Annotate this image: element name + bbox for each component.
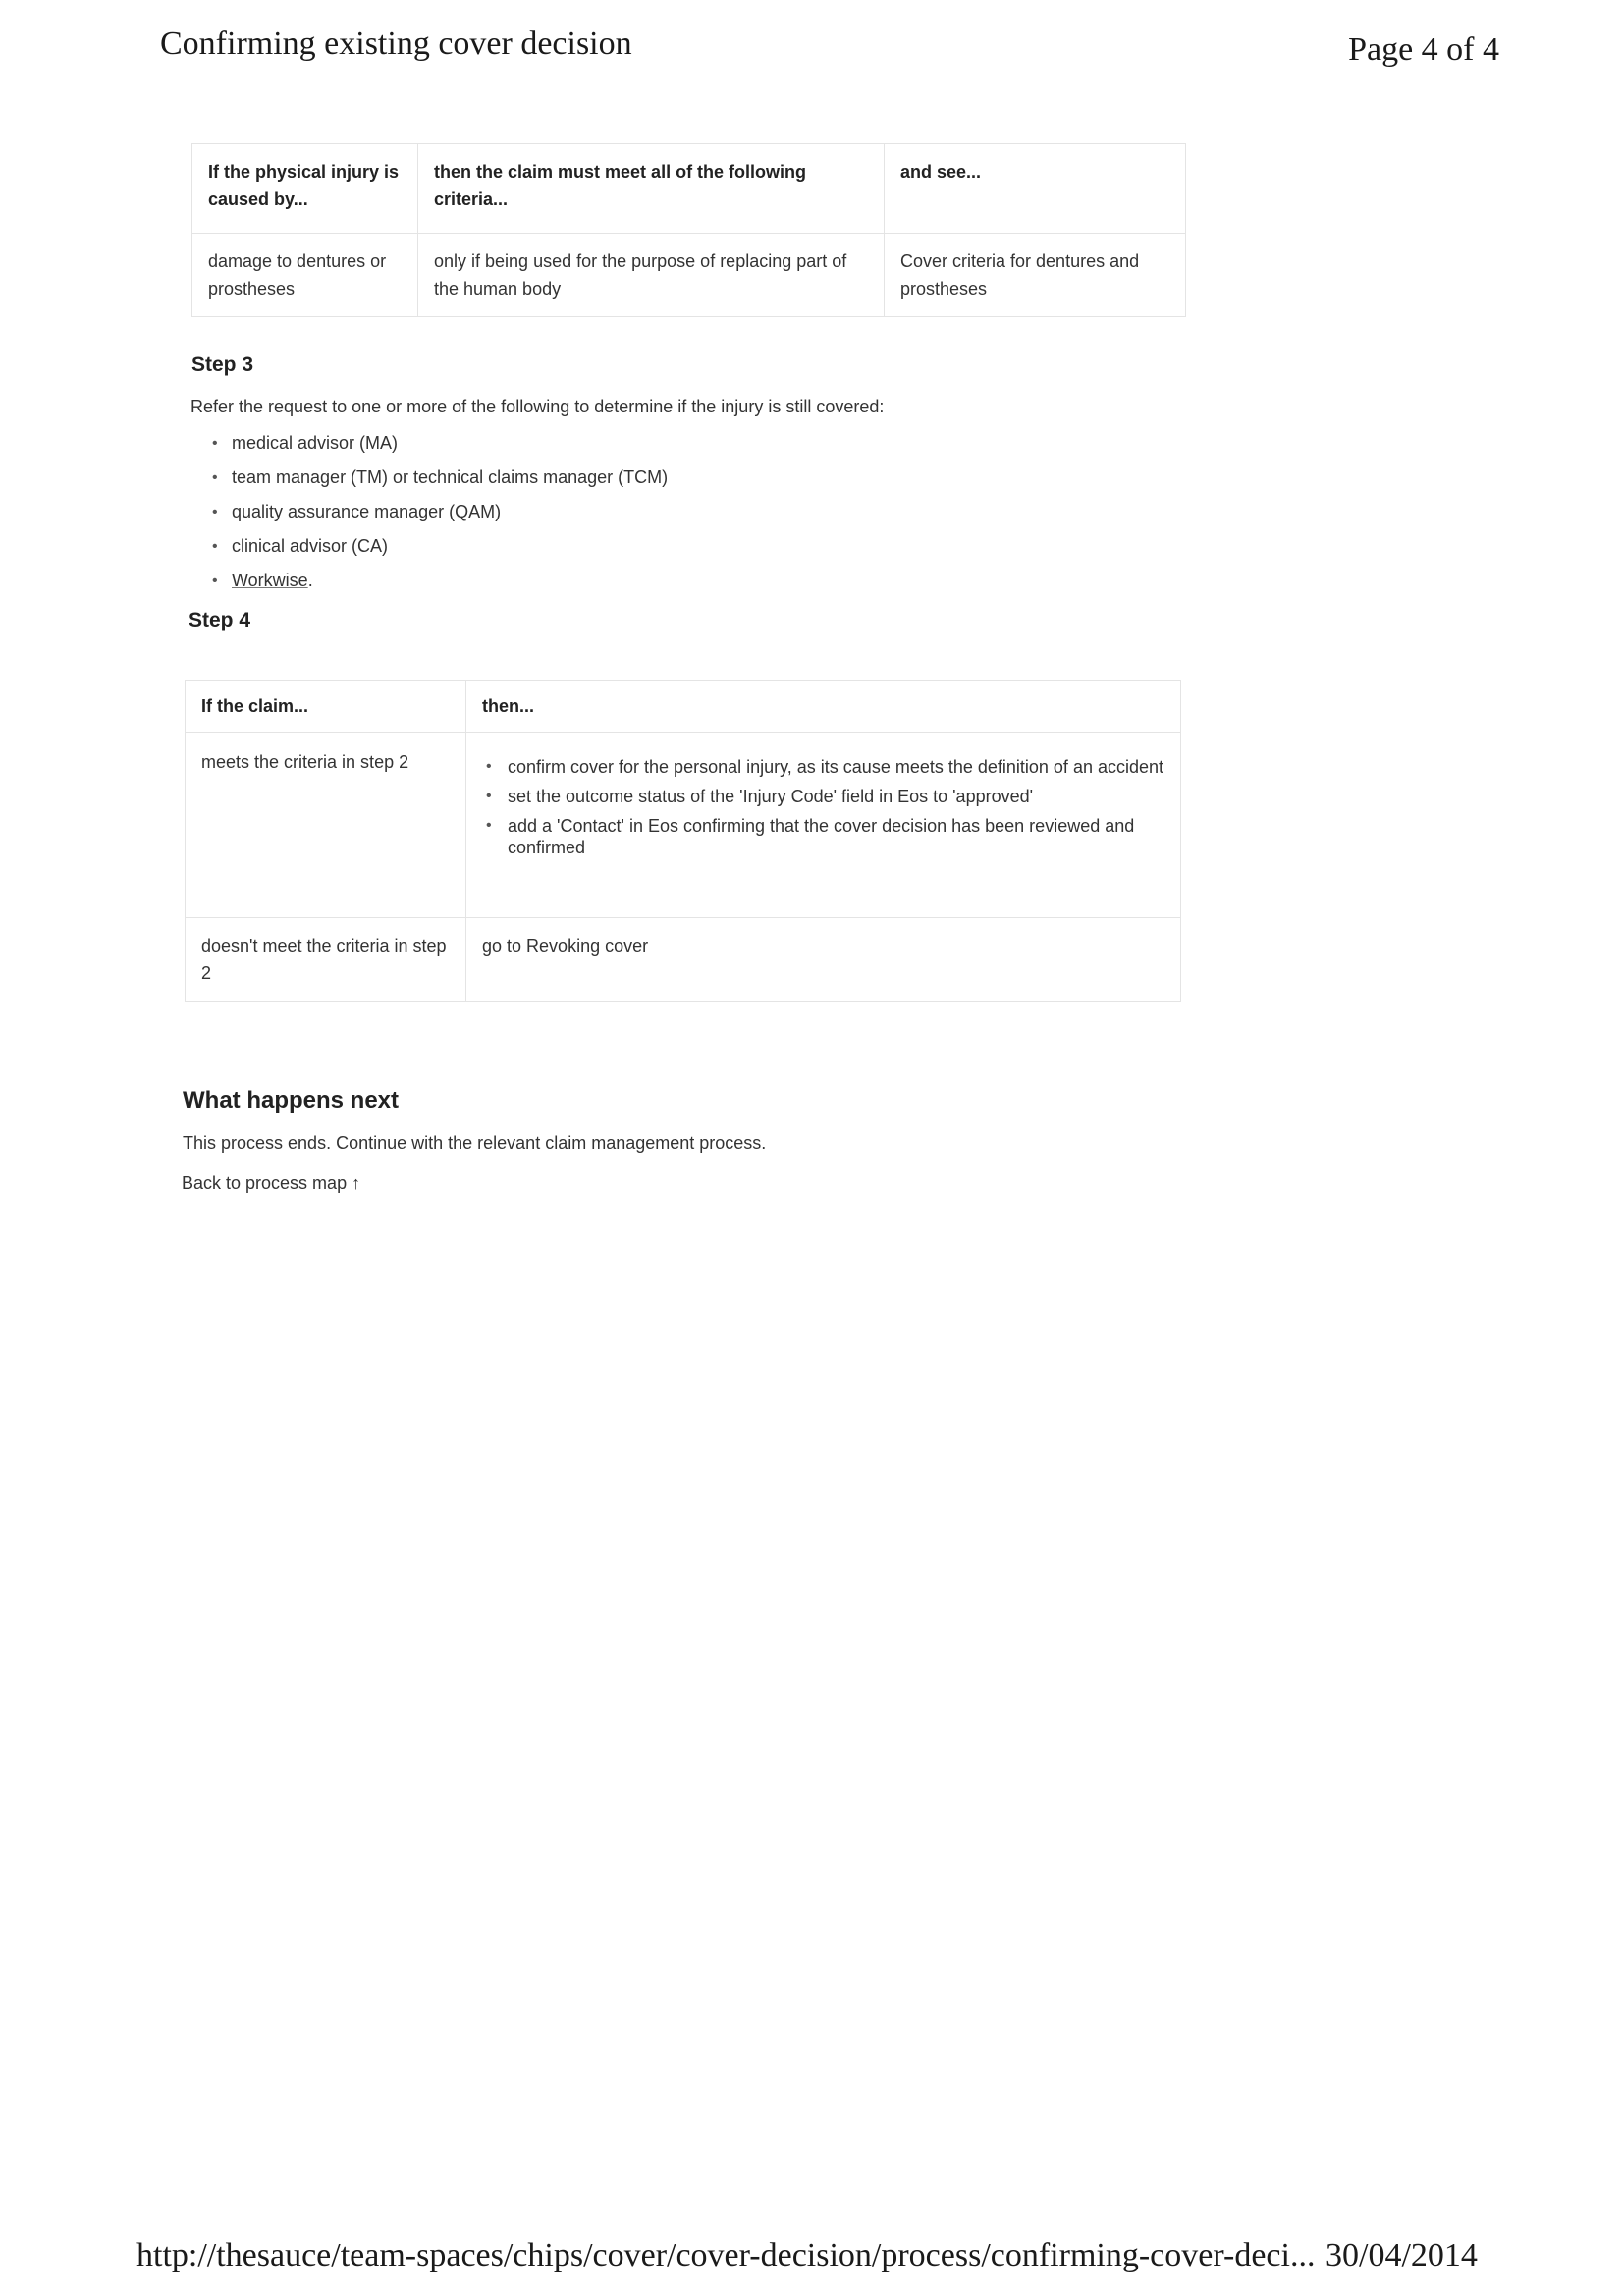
back-link-label[interactable]: Back to process map: [182, 1174, 348, 1193]
list-item-suffix: .: [307, 571, 313, 590]
claim-outcome-table: [185, 680, 1181, 1002]
process-end-text: This process ends. Continue with the relevant claim management process.: [183, 1133, 767, 1153]
list-item: • clinical advisor (CA): [212, 535, 668, 558]
table-cell: damage to dentures or prostheses: [192, 234, 418, 317]
step-4-heading: Step 4: [189, 609, 251, 631]
table-row: [186, 918, 1181, 1002]
column-header: If the claim...: [186, 681, 466, 733]
dentures-criteria-link[interactable]: Cover criteria for dentures and prostheses: [885, 234, 1186, 317]
table-cell: doesn't meet the criteria in step 2: [186, 918, 466, 1002]
list-item: [212, 570, 668, 592]
revoking-cover-link[interactable]: Revoking cover: [526, 936, 649, 956]
injury-criteria-table: [191, 143, 1186, 317]
table-row: [192, 234, 1186, 317]
back-to-process-map-link[interactable]: [182, 1174, 360, 1194]
table-row: [186, 733, 1181, 918]
list-item: • confirm cover for the personal injury, as its cause meets the definition of an accident: [482, 756, 1164, 778]
table-header-row: [192, 144, 1186, 234]
page-number: Page 4 of 4: [1348, 31, 1499, 68]
list-item: • team manager (TM) or technical claims manager (TCM): [212, 466, 668, 489]
column-header: If the physical injury is caused by...: [192, 144, 418, 234]
table-cell: [466, 733, 1181, 918]
table-header-row: [186, 681, 1181, 733]
list-item: • add a 'Contact' in Eos confirming that the cover decision has been reviewed and confirmed: [482, 815, 1164, 858]
workwise-link[interactable]: Workwise: [232, 571, 308, 590]
action-list: [482, 756, 1164, 858]
action-prefix: go to: [482, 936, 527, 956]
column-header: then...: [466, 681, 1181, 733]
referral-list: [212, 432, 668, 604]
what-happens-next-heading: What happens next: [183, 1087, 400, 1114]
list-item: • set the outcome status of the 'Injury Code' field in Eos to 'approved': [482, 786, 1164, 807]
list-item: • quality assurance manager (QAM): [212, 501, 668, 523]
print-header-title: Confirming existing cover decision: [160, 26, 632, 62]
table-cell: [466, 918, 1181, 1002]
print-footer-date: 30/04/2014: [1325, 2237, 1478, 2273]
step-3-heading: Step 3: [191, 354, 254, 376]
column-header: and see...: [885, 144, 1186, 234]
step-3-intro: Refer the request to one or more of the following to determine if the injury is still covered:: [190, 397, 885, 416]
list-item: • medical advisor (MA): [212, 432, 668, 455]
table-cell: only if being used for the purpose of replacing part of the human body: [418, 234, 885, 317]
column-header: then the claim must meet all of the following criteria...: [418, 144, 885, 234]
arrow-up-icon: ↑: [352, 1174, 361, 1193]
print-footer-url: http://thesauce/team-spaces/chips/cover/cover-decision/process/confirming-cover-deci...: [136, 2237, 1316, 2273]
table-cell: meets the criteria in step 2: [186, 733, 466, 918]
